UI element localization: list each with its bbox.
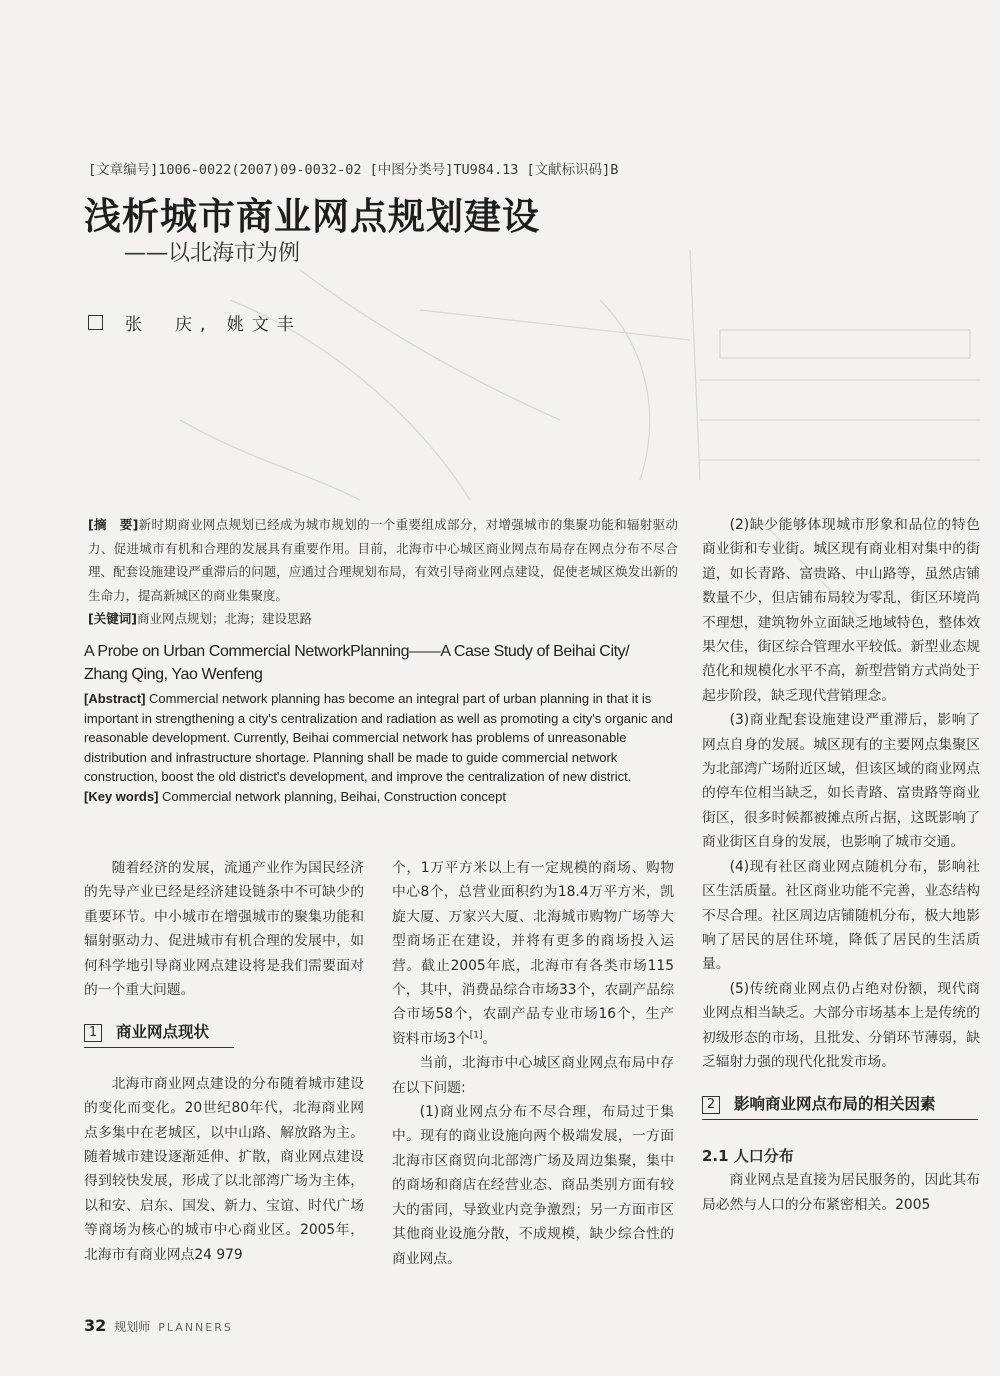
abstract-cn-text: 新时期商业网点规划已经成为城市规划的一个重要组成部分，对增强城市的集聚功能和辐射驱动力、促进城市有机和合理的发展具有重要作用。目前，北海市中心城区商业网点布局存在网点分布不尽合理、配套设施建设严重滞后的问题，应通过合理规划布局，有效引导商业网点建设，促使老城区焕发出新的生命力，提高新城区的商业集聚度。	[88, 517, 678, 603]
paragraph-2: 当前，北海市中心城区商业网点布局中存在以下问题:	[392, 1055, 674, 1096]
abstract-en-label: [Abstract]	[84, 691, 146, 706]
abstract-cn-paragraph	[88, 513, 678, 607]
english-authors: Zhang Qing, Yao Wenfeng	[84, 666, 263, 683]
keywords-en-label: [Key words]	[84, 788, 159, 804]
chinese-abstract	[88, 513, 678, 631]
body-column-2	[392, 856, 674, 1271]
section-1-title: 商业网点现状	[116, 1023, 210, 1042]
square-bullet-icon	[88, 315, 103, 330]
subsection-2-1-title: 2.1 人口分布	[702, 1146, 794, 1165]
keywords-cn-label: [关键词]	[88, 611, 137, 626]
page-footer	[84, 1316, 233, 1335]
section-1-number: 1	[84, 1024, 102, 1042]
article-title: 浅析城市商业网点规划建设	[84, 195, 540, 238]
english-title: A Probe on Urban Commercial NetworkPlanning——A Case Study of Beihai City/	[84, 643, 630, 660]
abstract-cn-label: [摘 要]	[88, 517, 139, 532]
english-title-block	[84, 640, 684, 686]
page-number: 32	[84, 1316, 107, 1335]
paragraph-1-start: 北海市商业网点建设的分布随着城市建设的变化而变化。20世纪80年代，北海商业网点多集中在老城区，以中山路、解放路为主。随着城市建设逐渐延伸、扩散，商业网点建设得到较快发展，形成了以北部湾广场为主体，以和安、启东、国发、新力、宝谊、时代广场等商场为核心的城市中心商业区。2005年，北海市有商业网点24 979	[84, 1075, 364, 1263]
article-metadata: [文章编号]1006-0022(2007)09-0032-02 [中图分类号]TU984.13 [文献标识码]B	[88, 162, 619, 178]
body-column-3	[702, 513, 980, 1217]
section-2-heading	[702, 1092, 978, 1119]
paragraph-4: (2)缺少能够体现城市形象和品位的特色商业街和专业街。城区现有商业相对集中的街道，如长青路、富贵路、中山路等，虽然店铺数量不少，但店铺布局较为零乱，街区环境尚不理想，建筑物外立面缺乏地域特色，整体效果欠佳，街区综合管理水平较低。新型业态规范化和规模化水平不高，新型营销方式尚处于起步阶段，缺乏现代营销理念。	[702, 517, 980, 704]
keywords-en-paragraph	[84, 787, 678, 807]
english-abstract	[84, 689, 678, 806]
keywords-cn-paragraph	[88, 607, 678, 631]
abstract-en-paragraph	[84, 689, 678, 787]
paragraph-1-text: 个，1万平方米以上有一定规模的商场、购物中心8个，总营业面积约为18.4万平方米，凯旋大厦、万家兴大厦、北海城市购物广场等大型商场正在建设，并将有更多的商场投入运营。截止2005年底，北海市有各类市场115个，其中，消费品综合市场33个，农副产品综合市场58个，农副产品专业市场16个，生产资料市场3个	[392, 860, 674, 1047]
section-2-title: 影响商业网点布局的相关因素	[734, 1095, 936, 1114]
paragraph-5: (3)商业配套设施建设严重滞后，影响了网点自身的发展。城区现有的主要网点集聚区为北部湾广场附近区域，但该区域的商业网点的停车位相当缺乏，如长青路、富贵路等商业街区，很多时候都被摊点所占据，这既影响了商业街区自身的发展，也影响了城市交通。	[702, 712, 980, 851]
paragraph-8: 商业网点是直接为居民服务的，因此其布局必然与人口的分布紧密相关。2005	[702, 1172, 980, 1213]
keywords-cn-text: 商业网点规划；北海；建设思路	[136, 611, 312, 626]
section-1-heading	[84, 1020, 234, 1047]
body-column-1	[84, 856, 364, 1267]
paragraph-7: (5)传统商业网点仍占绝对份额，现代商业网点相当缺乏。大部分市场基本上是传统的初级形态的市场，且批发、分销环节薄弱，缺乏辐射力强的现代化批发市场。	[702, 980, 980, 1070]
keywords-en-text: Commercial network planning, Beihai, Construction concept	[158, 788, 506, 804]
authors: 张 庆, 姚文丰	[125, 315, 302, 335]
author-line	[88, 310, 302, 335]
journal-name: 规划师	[114, 1320, 151, 1334]
journal-name-en: PLANNERS	[158, 1321, 233, 1334]
abstract-en-text: Commercial network planning has become an integral part of urban planning in that it is important in strengthening a city's centralization and radiation as well as promoting a city's organic and reasonable development. Currently, Beihai commercial network has problems of unreasonable distribution and infrastructure shortage. Planning shall be made to guide commercial network construction, boost the old district's development, and improve the centralization of new district.	[84, 691, 673, 784]
paragraph-1-continued	[392, 856, 674, 1051]
paragraph-3: (1)商业网点分布不尽合理，布局过于集中。现有的商业设施向两个极端发展，一方面北海市区商贸向北部湾广场及周边集聚，集中的商场和商店在经营业态、商品类别方面有较大的雷同，导致业内竞争激烈；另一方面市区其他商业设施分散，不成规模，缺少综合性的商业网点。	[392, 1104, 674, 1267]
paragraph-6: (4)现有社区商业网点随机分布，影响社区生活质量。社区商业功能不完善，业态结构不尽合理。社区周边店铺随机分布，极大地影响了居民的居住环境，降低了居民的生活质量。	[702, 858, 980, 973]
reference-1: [1]	[469, 1030, 483, 1041]
intro-paragraph: 随着经济的发展，流通产业作为国民经济的先导产业已经是经济建设链条中不可缺少的重要环节。中小城市在增强城市的聚集功能和辐射驱动力、促进城市有机合理的发展中，如何科学地引导商业网点建设将是我们需要面对的一个重大问题。	[84, 860, 364, 999]
section-2-number: 2	[702, 1096, 720, 1114]
article-subtitle: ——以北海市为例	[124, 241, 301, 266]
paragraph-1-end: 。	[482, 1030, 497, 1047]
